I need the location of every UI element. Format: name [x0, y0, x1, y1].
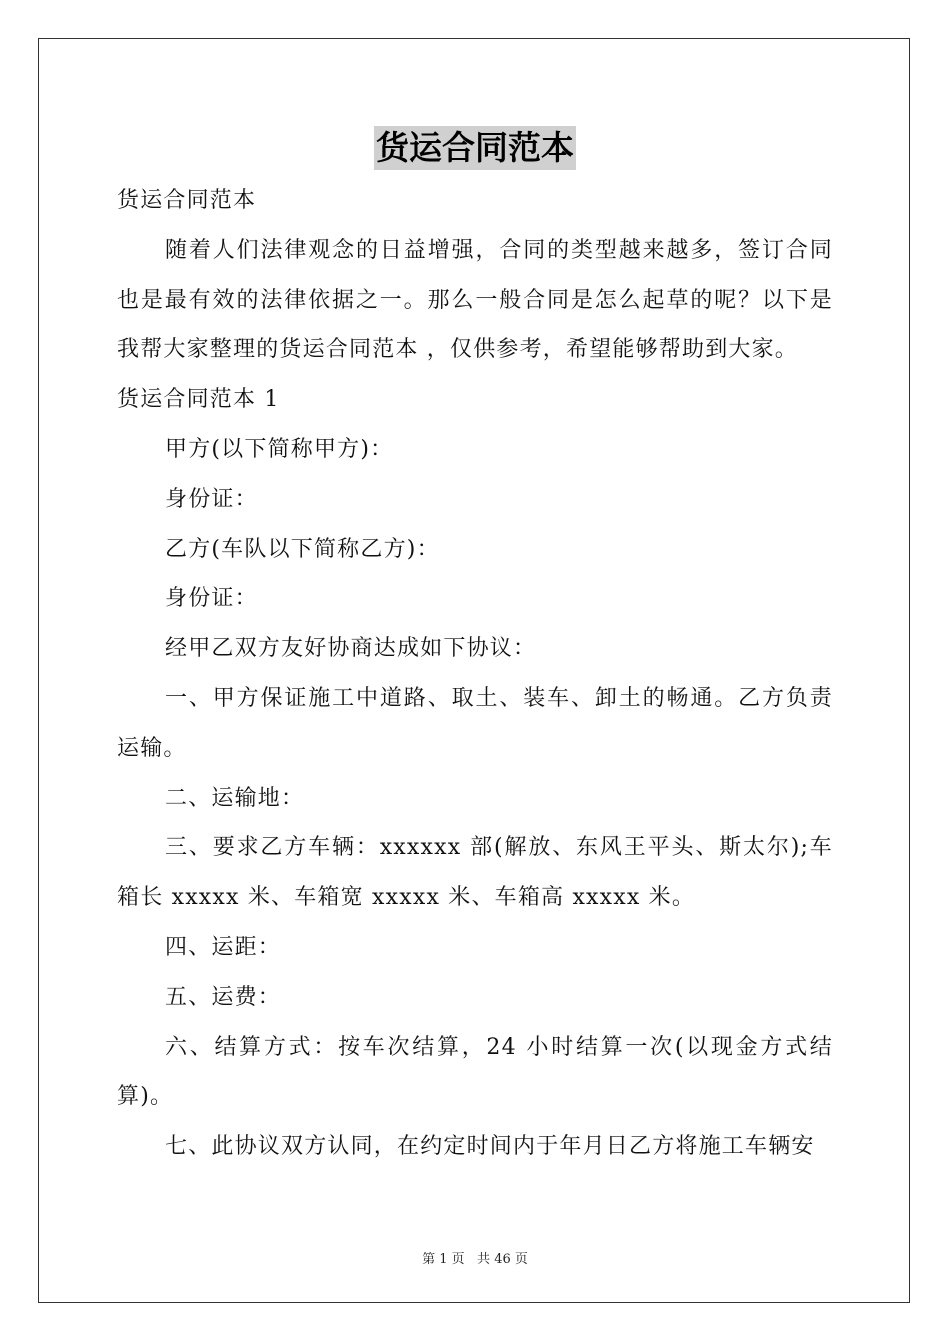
- title-container: [0, 126, 950, 170]
- body-paragraph: 身份证：: [165, 486, 258, 512]
- body-paragraph: 经甲乙双方友好协商达成如下协议：: [165, 636, 537, 662]
- body-paragraph: 二、运输地：: [165, 785, 305, 811]
- body-paragraph: 甲方(以下简称甲方)：: [165, 436, 394, 462]
- body-paragraph: 七、此协议双方认同，在约定时间内于年月日乙方将施工车辆安: [165, 1134, 815, 1160]
- page-footer: 第 1 页 共 46 页: [422, 1252, 528, 1267]
- body-paragraph: 四、运距：: [165, 934, 282, 960]
- body-paragraph: 五、运费：: [165, 984, 282, 1010]
- body-paragraph: 一、甲方保证施工中道路、取土、装车、卸土的畅通。乙方负责运输。: [117, 685, 833, 761]
- body-paragraph: 货运合同范本 1: [117, 387, 280, 413]
- body-paragraph: 六、结算方式：按车次结算，24 小时结算一次(以现金方式结算)。: [117, 1034, 833, 1110]
- body-paragraph: 货运合同范本: [117, 188, 257, 213]
- document-body: [117, 176, 833, 1172]
- body-paragraph: 三、要求乙方车辆：xxxxxx 部(解放、东风王平头、斯太尔);车箱长 xxxxx 米、车箱宽 xxxxx 米、车箱高 xxxxx 米。: [117, 835, 833, 911]
- body-paragraph: 乙方(车队以下简称乙方)：: [165, 536, 440, 562]
- document-title: 货运合同范本: [374, 126, 576, 170]
- body-paragraph: 身份证：: [165, 586, 258, 612]
- body-paragraph: 随着人们法律观念的日益增强，合同的类型越来越多，签订合同也是最有效的法律依据之一。那么一般合同是怎么起草的呢？以下是我帮大家整理的货运合同范本 ，仅供参考，希望能够帮助到大家。: [117, 237, 833, 363]
